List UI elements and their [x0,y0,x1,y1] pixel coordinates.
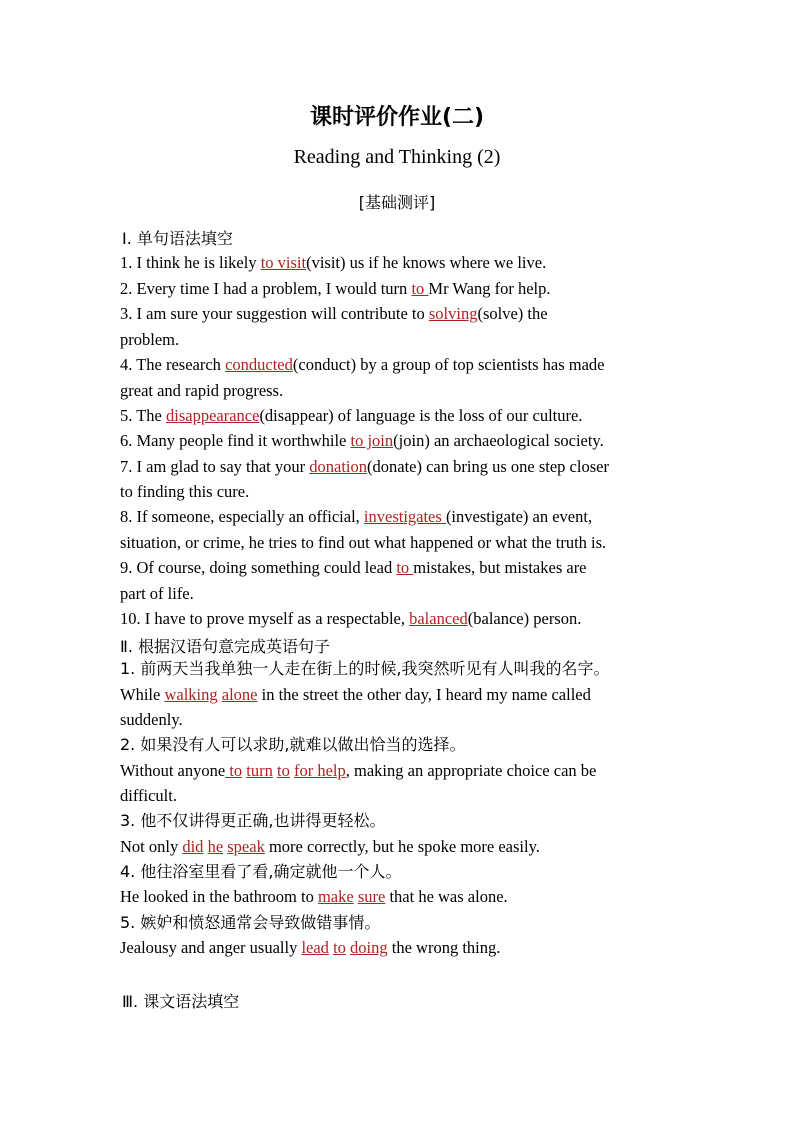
q8-answer: investigates [363,507,446,526]
s4-answer-2: sure [357,887,386,906]
s3-answer-1: did [182,837,204,856]
question-7-cont: to finding this cure. [120,482,250,501]
s5-text-before: Jealousy and anger usually [120,938,302,957]
q5-answer: disappearance [165,406,260,425]
sentence-1-chinese: 1. 前两天当我单独一人走在街上的时候,我突然听见有人叫我的名字。 [120,659,610,678]
question-10 [120,609,581,629]
q9-text-after: mistakes, but mistakes are [413,558,587,577]
s1-text-before: While [120,685,165,704]
sentence-1-cont: suddenly. [120,710,183,729]
q8-text-after: (investigate) an event, [445,507,593,526]
sentence-4-english [120,887,508,907]
question-8-cont: situation, or crime, he tries to find out what happened or what the truth is. [120,533,607,552]
q1-text-before: 1. I think he is likely [120,253,261,272]
question-1 [120,253,546,273]
question-9-cont: part of life. [120,584,194,603]
s5-answer-2: to [333,938,346,957]
page-subtitle: Reading and Thinking (2) [293,146,501,168]
q4-answer: conducted [225,355,293,374]
question-3 [120,304,548,324]
s2-answer-3: to [277,761,290,780]
part1-heading: Ⅰ. 单句语法填空 [122,229,233,248]
q6-text-before: 6. Many people find it worthwhile [120,431,351,450]
sentence-2-chinese: 2. 如果没有人可以求助,就难以做出恰当的选择。 [120,735,466,754]
part3-heading: Ⅲ. 课文语法填空 [122,992,240,1011]
q3-text-before: 3. I am sure your suggestion will contribute to [120,304,429,323]
question-7 [120,457,609,477]
s1-text-after: in the street the other day, I heard my name called [257,685,591,704]
q2-text-after: Mr Wang for help. [428,279,551,298]
s2-answer-2: turn [246,761,273,780]
q2-text-before: 2. Every time I had a problem, I would turn [120,279,412,298]
s5-text-after: the wrong thing. [387,938,501,957]
question-9 [120,558,587,578]
s5-answer-1: lead [301,938,329,957]
sentence-3-english [120,837,540,857]
question-5 [120,406,582,426]
section-tag: [基础测评] [358,193,436,212]
q1-answer: to visit [260,253,307,272]
q5-text-after: (disappear) of language is the loss of our culture. [259,406,583,425]
s1-answer-2: alone [221,685,258,704]
q1-text-after: (visit) us if he knows where we live. [306,253,547,272]
question-3-cont: problem. [120,330,180,349]
q8-text-before: 8. If someone, especially an official, [120,507,364,526]
q6-text-after: (join) an archaeological society. [393,431,604,450]
q10-text-before: 10. I have to prove myself as a respectable, [120,609,410,628]
question-2 [120,279,551,299]
s2-answer-4: for help [293,761,346,780]
q4-text-after: (conduct) by a group of top scientists has made [292,355,605,374]
q3-answer: solving [428,304,478,323]
s3-answer-2: he [207,837,224,856]
q7-text-after: (donate) can bring us one step closer [367,457,609,476]
sentence-5-chinese: 5. 嫉妒和愤怒通常会导致做错事情。 [120,913,381,932]
q10-answer: balanced [409,609,468,628]
q4-text-before: 4. The research [120,355,226,374]
q7-answer: donation [309,457,368,476]
q3-text-after: (solve) the [477,304,548,323]
s4-answer-1: make [317,887,354,906]
page-title: 课时评价作业(二) [309,105,485,130]
sentence-4-chinese: 4. 他往浴室里看了看,确定就他一个人。 [120,862,402,881]
sentence-2-english [120,761,596,781]
part2-heading: Ⅱ. 根据汉语句意完成英语句子 [120,637,331,656]
question-4 [120,355,604,375]
s2-answer-1: to [225,761,243,780]
q9-answer: to [396,558,414,577]
question-6 [120,431,604,451]
question-8 [120,507,592,527]
q5-text-before: 5. The [120,406,166,425]
s5-answer-3: doing [350,938,388,957]
sentence-5-english [120,938,500,958]
s1-answer-1: walking [164,685,218,704]
q9-text-before: 9. Of course, doing something could lead [120,558,397,577]
sentence-3-chinese: 3. 他不仅讲得更正确,也讲得更轻松。 [120,811,386,830]
question-4-cont: great and rapid progress. [120,381,284,400]
sentence-1-english [120,685,591,705]
s2-text-before: Without anyone [120,761,226,780]
s2-text-after: , making an appropriate choice can be [345,761,597,780]
s3-text-after: more correctly, but he spoke more easily. [264,837,540,856]
q10-text-after: (balance) person. [467,609,582,628]
q2-answer: to [411,279,429,298]
s4-text-after: that he was alone. [385,887,508,906]
sentence-2-cont: difficult. [120,786,177,805]
q7-text-before: 7. I am glad to say that your [120,457,310,476]
s3-answer-3: speak [227,837,265,856]
s3-text-before: Not only [120,837,183,856]
s4-text-before: He looked in the bathroom to [120,887,318,906]
q6-answer: to join [350,431,394,450]
